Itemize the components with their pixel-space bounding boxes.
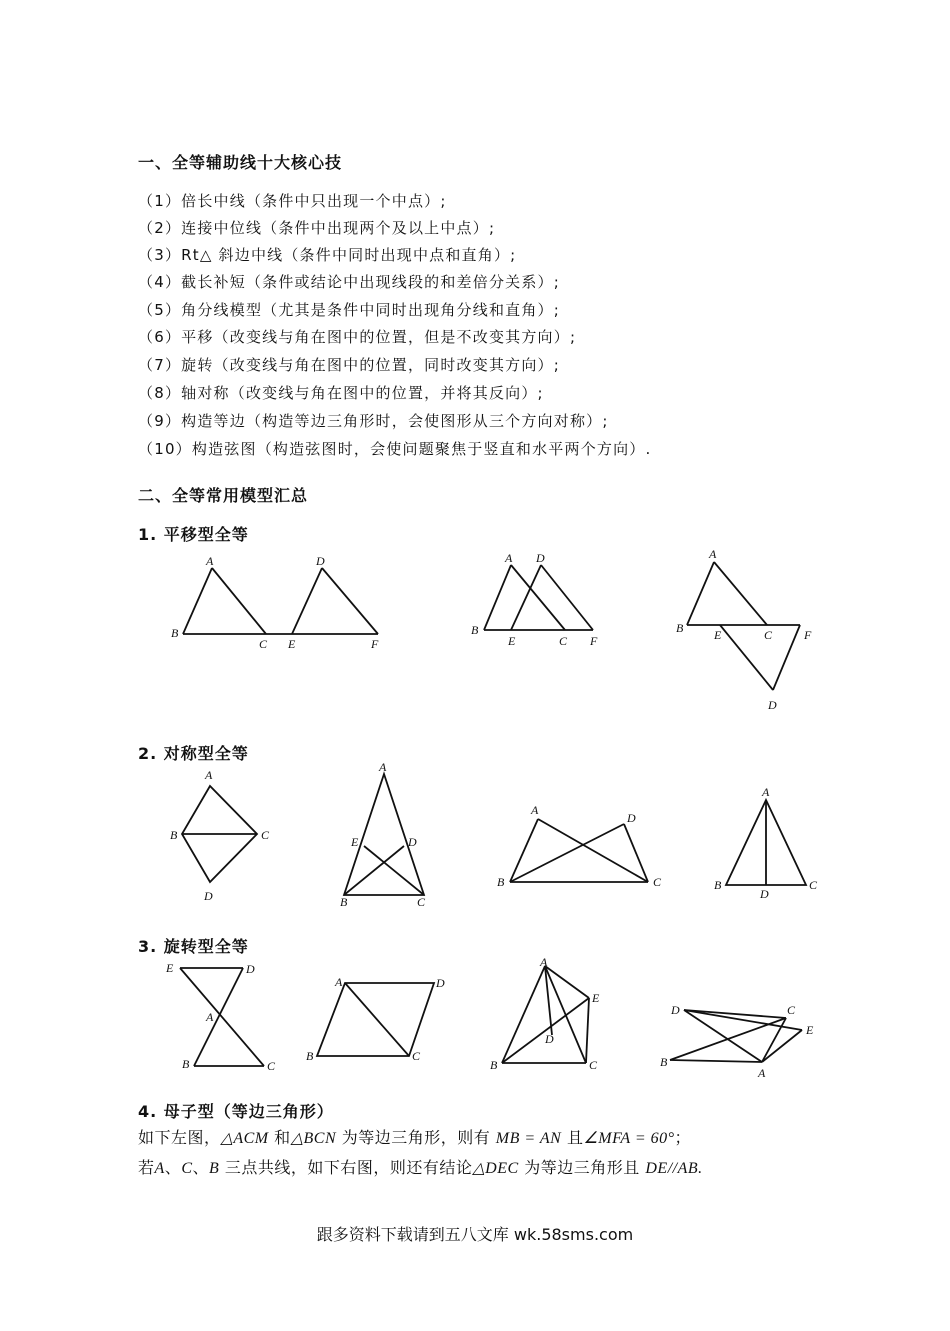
list-item: （7）旋转（改变线与角在图中的位置，同时改变其方向）; (138, 356, 560, 374)
figure-translation-3 (676, 547, 812, 712)
vertex-label: C (261, 828, 270, 842)
math-run: B (209, 1160, 220, 1177)
text-run: 为等边三角形，则有 (336, 1128, 496, 1147)
text-run: 如下左图， (138, 1128, 221, 1147)
vertex-label: B (171, 626, 179, 640)
figure-translation-2 (471, 551, 598, 648)
vertex-label: E (351, 835, 359, 849)
list-item: （1）倍长中线（条件中只出现一个中点）; (138, 192, 447, 210)
text-run: ； (674, 1128, 692, 1147)
vertex-label: A (206, 1010, 214, 1024)
vertex-label: B (490, 1058, 498, 1072)
subsection-rotation: 3. 旋转型全等 (138, 937, 249, 956)
vertex-label: A (758, 1066, 766, 1080)
vertex-label: D (627, 811, 636, 825)
vertex-label: C (267, 1059, 276, 1073)
subsection-translation: 1. 平移型全等 (138, 525, 249, 544)
list-item: （3）Rt△ 斜边中线（条件中同时出现中点和直角）; (138, 246, 517, 264)
text-run: 为等边三角形且 (518, 1158, 646, 1177)
vertex-label: D (316, 554, 325, 568)
vertex-label: C (412, 1049, 421, 1063)
vertex-label: D (436, 976, 445, 990)
subsection-mother-child: 4. 母子型（等边三角形） (138, 1102, 334, 1121)
list-item: （8）轴对称（改变线与角在图中的位置，并将其反向）; (138, 384, 544, 402)
footer-text: 跟多资料下载请到五八文库 wk.58sms.com (316, 1225, 634, 1244)
figure-rotation-3 (490, 955, 600, 1072)
math-run: ∠MFA = 60° (583, 1130, 675, 1147)
list-item: （9）构造等边（构造等边三角形时，会使图形从三个方向对称）; (138, 412, 609, 430)
text-run: 若 (138, 1158, 155, 1177)
vertex-label: C (417, 895, 426, 909)
math-run: MB = AN (495, 1130, 562, 1147)
text-run: 和 (268, 1128, 291, 1147)
math-run: A (154, 1160, 165, 1177)
vertex-label: D (545, 1032, 554, 1046)
vertex-label: E (714, 628, 722, 642)
vertex-label: A (531, 803, 539, 817)
list-item: （6）平移（改变线与角在图中的位置，但是不改变其方向）; (138, 328, 577, 346)
figure-symmetric-4 (714, 785, 818, 901)
math-run: △DEC (472, 1160, 519, 1177)
text-run: 、 (192, 1158, 209, 1177)
section2-title: 二、全等常用模型汇总 (138, 486, 309, 505)
vertex-label: E (508, 634, 516, 648)
math-run: △BCN (290, 1130, 337, 1147)
vertex-label: B (340, 895, 348, 909)
figure-rotation-2 (306, 975, 445, 1063)
text-run: 三点共线，如下右图，则还有结论 (219, 1158, 473, 1177)
vertex-label: B (660, 1055, 668, 1069)
vertex-label: E (288, 637, 296, 651)
vertex-label: D (760, 887, 769, 901)
vertex-label: F (804, 628, 812, 642)
text-run: 且 (561, 1128, 584, 1147)
vertex-label: D (246, 962, 255, 976)
vertex-label: A (505, 551, 513, 565)
vertex-label: C (787, 1003, 796, 1017)
vertex-label: C (559, 634, 568, 648)
vertex-label: E (806, 1023, 814, 1037)
text-run: 、 (164, 1158, 182, 1177)
list-item: （4）截长补短（条件或结论中出现线段的和差倍分关系）; (138, 273, 560, 291)
vertex-label: B (170, 828, 178, 842)
vertex-label: A (379, 760, 387, 774)
vertex-label: B (182, 1057, 190, 1071)
vertex-label: A (206, 554, 214, 568)
vertex-label: A (762, 785, 770, 799)
vertex-label: F (590, 634, 598, 648)
vertex-label: D (671, 1003, 680, 1017)
figure-symmetric-3 (497, 803, 662, 889)
vertex-label: B (471, 623, 479, 637)
figure-symmetric-1 (170, 768, 270, 903)
vertex-label: B (676, 621, 684, 635)
vertex-label: A (205, 768, 213, 782)
vertex-label: A (709, 547, 717, 561)
vertex-label: D (536, 551, 545, 565)
vertex-label: D (408, 835, 417, 849)
math-run: DE//AB. (645, 1160, 703, 1177)
vertex-label: D (768, 698, 777, 712)
list-item: （10）构造弦图（构造弦图时，会使问题聚焦于竖直和水平两个方向）. (138, 440, 652, 458)
vertex-label: C (589, 1058, 598, 1072)
figure-rotation-1 (165, 961, 276, 1073)
vertex-label: A (335, 975, 343, 989)
vertex-label: C (259, 637, 268, 651)
math-run: C (181, 1160, 193, 1177)
vertex-label: E (166, 961, 174, 975)
figure-symmetric-2 (340, 760, 426, 909)
vertex-label: E (592, 991, 600, 1005)
figure-rotation-4 (660, 1003, 814, 1080)
list-item: （5）角分线模型（尤其是条件中同时出现角分线和直角）; (138, 301, 560, 319)
vertex-label: B (714, 878, 722, 892)
vertex-label: C (653, 875, 662, 889)
vertex-label: B (497, 875, 505, 889)
vertex-label: A (540, 955, 548, 969)
section1-title: 一、全等辅助线十大核心技 (138, 153, 343, 172)
subsection-symmetric: 2. 对称型全等 (138, 744, 249, 763)
vertex-label: B (306, 1049, 314, 1063)
list-item: （2）连接中位线（条件中出现两个及以上中点）; (138, 219, 496, 237)
vertex-label: C (764, 628, 773, 642)
vertex-label: F (371, 637, 379, 651)
vertex-label: C (809, 878, 818, 892)
math-run: △ACM (220, 1130, 269, 1147)
vertex-label: D (204, 889, 213, 903)
figure-translation-1 (171, 554, 379, 651)
